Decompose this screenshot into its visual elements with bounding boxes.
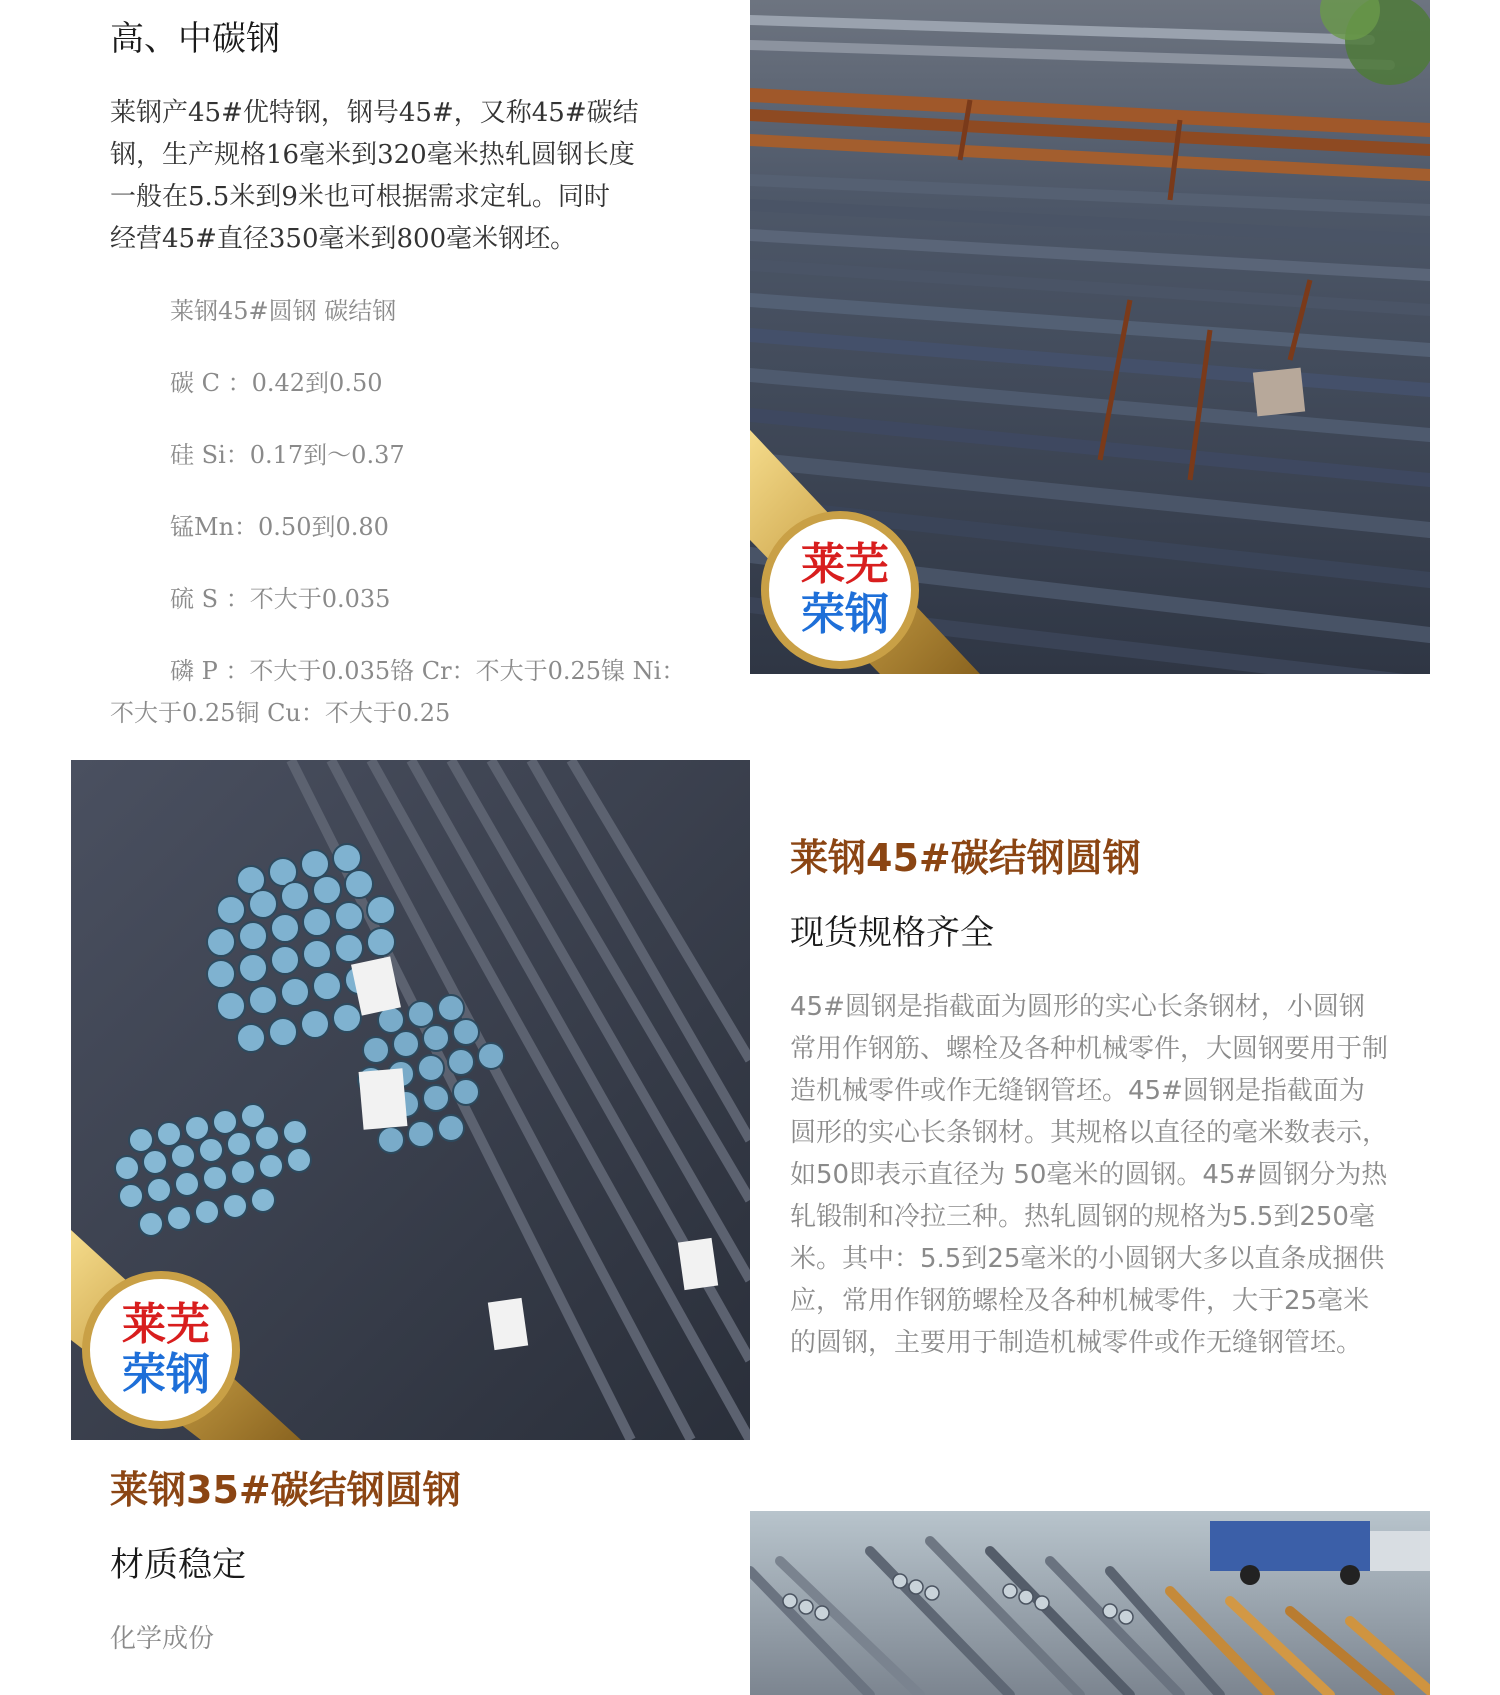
spec-line-sulfur: 硫 S ：不大于0.035 — [170, 585, 391, 613]
spec-line-phosphorus: 磷 P ：不大于0.035铬 Cr：不大于0.25镍 Ni：不大于0.25铜 Cu：不大于0.25 — [110, 657, 686, 727]
section1-title: 高、中碳钢 — [110, 19, 280, 59]
steel-bars-photo-1 — [750, 0, 1430, 674]
section1-paragraph: 莱钢产45#优特钢，钢号45#，又称45#碳结 钢，生产规格16毫米到320毫米热轧圆钢长度 一般在5.5米到9米也可根据需求定轧。同时 经营45#直径350毫米到800毫米钢坯。 — [110, 98, 639, 254]
badge-text-laiwu: 莱芜 — [801, 539, 889, 590]
spec-line-silicon: 硅 Si：0.17到～0.37 — [170, 441, 405, 469]
section3-heading: 莱钢35#碳结钢圆钢 — [110, 1468, 461, 1512]
badge-text-ronggang: 荣钢 — [122, 1349, 210, 1400]
section2-heading: 莱钢45#碳结钢圆钢 — [790, 836, 1141, 880]
section2-paragraph: 45#圆钢是指截面为圆形的实心长条钢材，小圆钢常用作钢筋、螺栓及各种机械零件，大圆钢要用于制造机械零件或作无缝钢管坯。45#圆钢是指截面为圆形的实心长条钢材。其规格以直径的毫米数表示，如50即表示直径为 50毫米的圆钢。45#圆钢分为热轧锻制和冷拉三种。热轧圆钢的规格为5.5到250毫米。其中：5.5到25毫米的小圆钢大多以直条成捆供应，常用作钢筋螺栓及各种机械零件，大于25毫米的圆钢，主要用于制造机械零件或作无缝钢管坯。 — [790, 992, 1389, 1358]
brand-badge-1 — [790, 540, 900, 640]
badge-text-ronggang: 荣钢 — [801, 589, 889, 640]
badge-text-laiwu: 莱芜 — [122, 1299, 210, 1350]
section3-subheading: 材质稳定 — [110, 1545, 246, 1585]
spec-line-carbon: 碳 C ：0.42到0.50 — [170, 369, 383, 397]
steel-yard-photo-3 — [750, 1511, 1430, 1695]
steel-bundles-photo-2 — [71, 760, 750, 1440]
section3-chemical-label: 化学成份 — [110, 1624, 215, 1654]
spec-line-manganese: 锰Mn：0.50到0.80 — [170, 513, 389, 541]
section2-subheading: 现货规格齐全 — [790, 913, 994, 953]
brand-badge-2 — [111, 1300, 221, 1400]
spec-line-grade: 莱钢45#圆钢 碳结钢 — [170, 297, 397, 325]
